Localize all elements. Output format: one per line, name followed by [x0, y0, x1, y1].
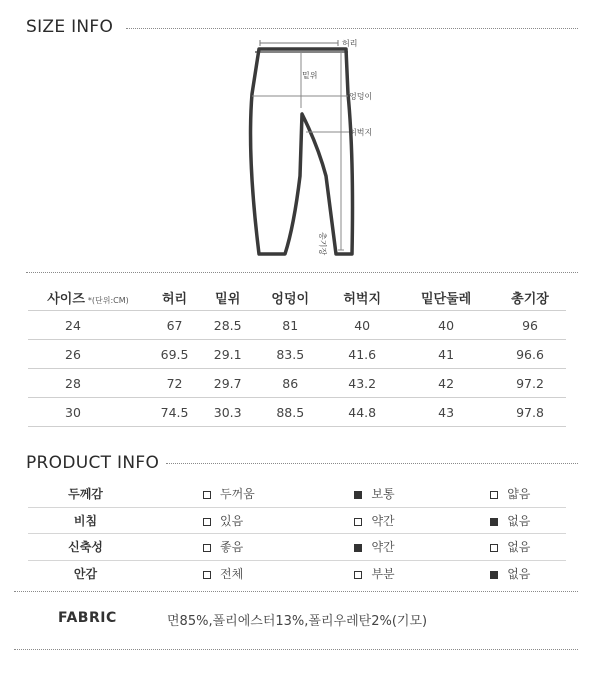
size-cell: 24	[28, 311, 148, 340]
product-info-row	[28, 481, 566, 507]
fabric-value: 면85%,폴리에스터13%,폴리우레탄2%(기모)	[167, 614, 428, 629]
checkbox-filled-icon	[354, 491, 362, 499]
value-cell: 88.5	[254, 398, 326, 427]
size-cell: 28	[28, 369, 148, 398]
value-cell: 97.2	[494, 369, 566, 398]
checkbox-empty-icon	[203, 571, 211, 579]
value-cell: 81	[254, 311, 326, 340]
value-cell: 40	[326, 311, 398, 340]
value-cell: 69.5	[148, 340, 201, 369]
size-info-divider	[126, 28, 578, 29]
product-info-row	[28, 534, 566, 561]
value-cell: 43	[398, 398, 494, 427]
unit-note: *(단위:CM)	[87, 295, 129, 305]
size-table	[28, 284, 566, 427]
table-row	[28, 311, 566, 340]
size-table-top-divider	[26, 272, 578, 273]
column-header: 엉덩이	[271, 291, 310, 307]
checkbox-empty-icon	[354, 571, 362, 579]
diagram-label-total-length: 총기장	[318, 232, 327, 256]
column-header: 총기장	[511, 291, 549, 307]
checkbox-empty-icon	[203, 544, 211, 552]
diagram-label-thigh: 허벅지	[349, 128, 373, 137]
product-info-divider	[166, 463, 578, 464]
value-cell: 67	[148, 311, 201, 340]
value-cell: 29.7	[201, 369, 254, 398]
checkbox-filled-icon	[490, 518, 498, 526]
product-info-title: PRODUCT INFO	[26, 453, 160, 473]
value-cell: 30.3	[201, 398, 254, 427]
size-cell: 26	[28, 340, 148, 369]
attribute-label: 신축성	[28, 534, 143, 561]
fabric-top-divider	[14, 591, 578, 592]
diagram-label-hip: 엉덩이	[349, 92, 373, 101]
column-header: 허리	[162, 291, 188, 307]
option: 있음	[143, 507, 294, 534]
fabric-label: FABRIC	[58, 610, 117, 626]
checkbox-filled-icon	[490, 571, 498, 579]
column-header: 밑단둘레	[420, 291, 472, 307]
product-info-row	[28, 507, 566, 534]
product-info-row	[28, 560, 566, 586]
option: 두꺼움	[143, 481, 294, 507]
size-column-header: 사이즈 *(단위:CM)	[47, 291, 129, 307]
size-cell: 30	[28, 398, 148, 427]
fabric-bottom-divider	[14, 649, 578, 650]
diagram-label-waist: 허리	[342, 39, 358, 48]
product-info-table	[28, 481, 566, 586]
value-cell: 96.6	[494, 340, 566, 369]
value-cell: 44.8	[326, 398, 398, 427]
value-cell: 83.5	[254, 340, 326, 369]
checkbox-empty-icon	[354, 518, 362, 526]
value-cell: 29.1	[201, 340, 254, 369]
attribute-label: 두께감	[28, 481, 143, 507]
attribute-label: 비침	[28, 507, 143, 534]
size-table-header	[28, 284, 566, 311]
value-cell: 41	[398, 340, 494, 369]
option: 없음	[430, 507, 566, 534]
size-info-title: SIZE INFO	[26, 17, 114, 37]
option: 부분	[294, 560, 430, 586]
value-cell: 43.2	[326, 369, 398, 398]
value-cell: 97.8	[494, 398, 566, 427]
value-cell: 42	[398, 369, 494, 398]
value-cell: 72	[148, 369, 201, 398]
value-cell: 40	[398, 311, 494, 340]
diagram-label-rise: 밑위	[302, 71, 318, 80]
option: 약간	[294, 534, 430, 561]
column-header: 밑위	[215, 291, 241, 307]
table-row	[28, 398, 566, 427]
option: 약간	[294, 507, 430, 534]
option: 없음	[430, 534, 566, 561]
checkbox-empty-icon	[203, 491, 211, 499]
value-cell: 96	[494, 311, 566, 340]
option: 없음	[430, 560, 566, 586]
checkbox-empty-icon	[203, 518, 211, 526]
table-row	[28, 340, 566, 369]
table-row	[28, 369, 566, 398]
value-cell: 86	[254, 369, 326, 398]
checkbox-empty-icon	[490, 544, 498, 552]
attribute-label: 안감	[73, 566, 98, 581]
column-header: 허벅지	[343, 291, 382, 307]
option: 전체	[143, 560, 294, 586]
value-cell: 28.5	[201, 311, 254, 340]
option: 좋음	[143, 534, 294, 561]
value-cell: 41.6	[326, 340, 398, 369]
checkbox-filled-icon	[354, 544, 362, 552]
value-cell: 74.5	[148, 398, 201, 427]
option: 얇음	[430, 481, 566, 507]
checkbox-empty-icon	[490, 491, 498, 499]
option: 보통	[294, 481, 430, 507]
